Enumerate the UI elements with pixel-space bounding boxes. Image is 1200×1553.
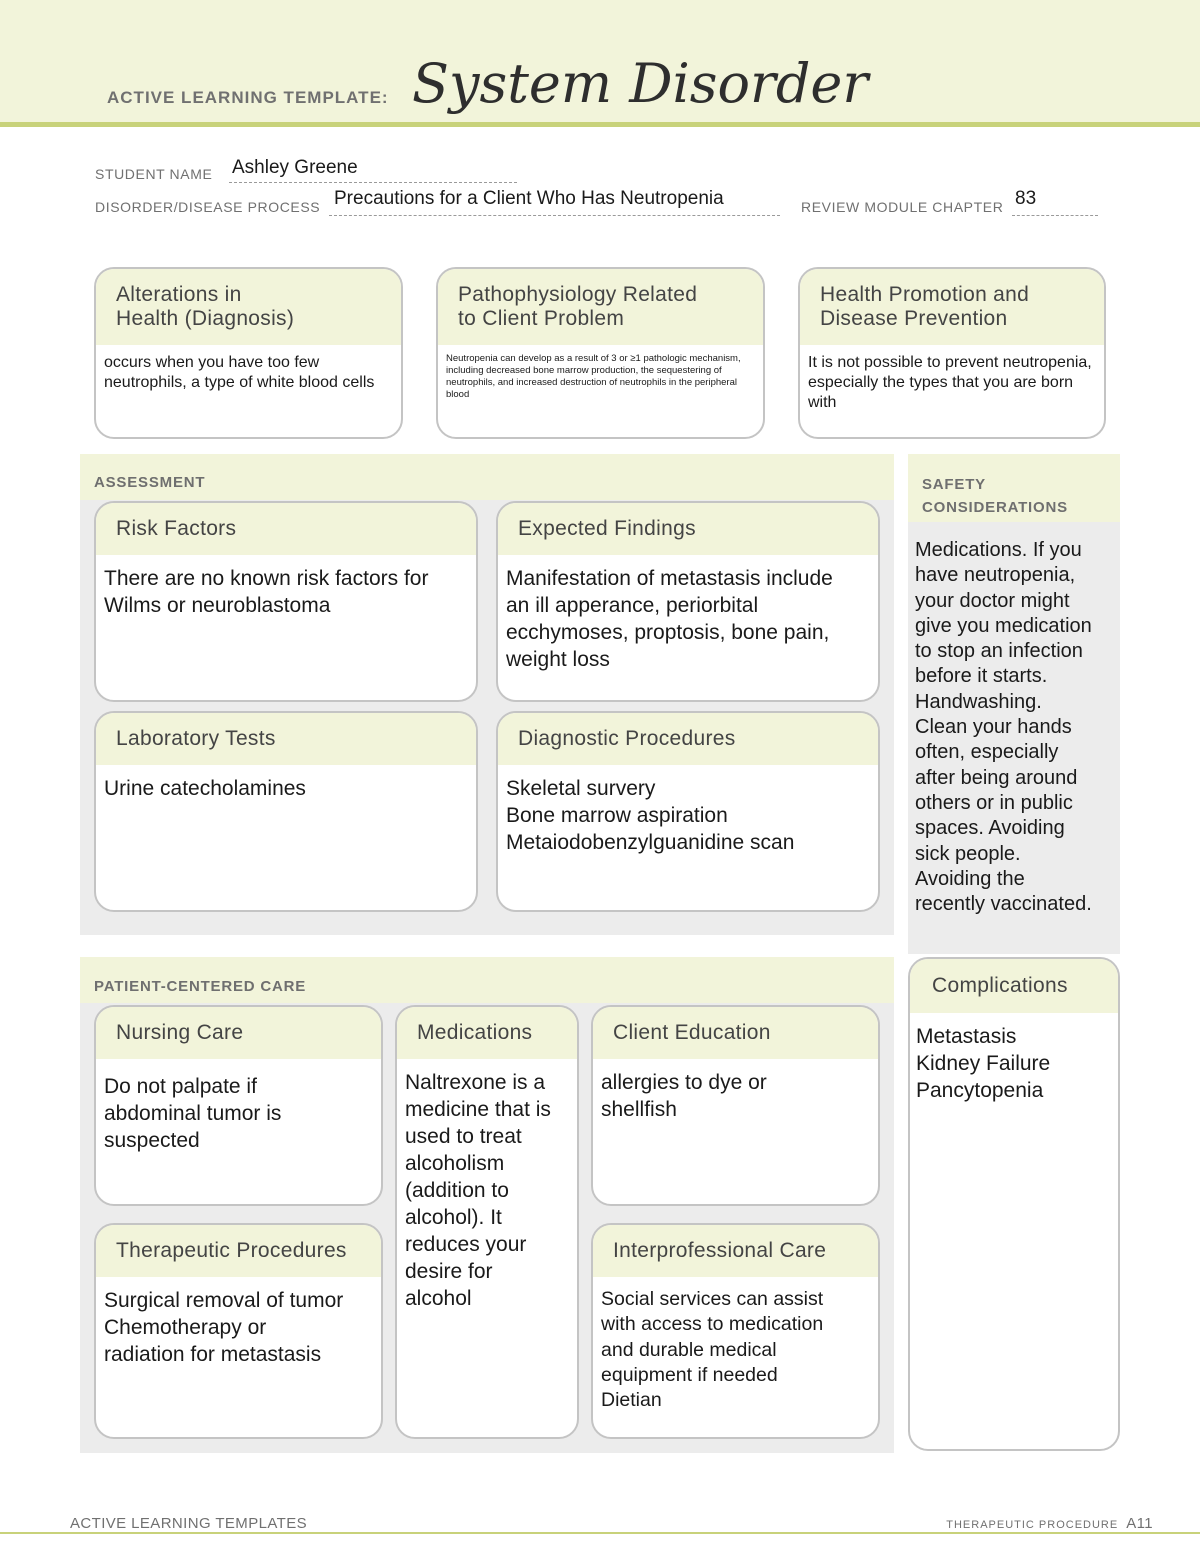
card-nursing-care: [94, 1005, 383, 1206]
page-number: A11: [1126, 1515, 1153, 1532]
card-body[interactable]: There are no known risk factors for Wilms or neuroblastoma: [104, 567, 429, 617]
assessment-title: ASSESSMENT: [94, 474, 206, 491]
card-risk-factors: [94, 501, 478, 702]
card-title: Diagnostic Procedures: [498, 713, 878, 765]
disorder-field[interactable]: Precautions for a Client Who Has Neutropenia: [334, 188, 724, 209]
card-body[interactable]: Social services can assist with access to medication and durable medical equipment if needed Dietian: [601, 1288, 824, 1412]
chapter-underline: [1012, 215, 1098, 216]
card-title: Medications: [397, 1007, 577, 1059]
card-body[interactable]: Skeletal survery Bone marrow aspiration Metaiodobenzylguanidine scan: [506, 777, 795, 854]
patient-care-title: PATIENT-CENTERED CARE: [94, 978, 307, 995]
card-body[interactable]: Urine catecholamines: [104, 777, 306, 800]
disorder-underline: [329, 215, 780, 216]
card-title: Complications: [910, 959, 1118, 1013]
card-complications: [908, 957, 1120, 1451]
card-medications: [395, 1005, 579, 1439]
student-name-underline: [229, 182, 517, 183]
card-title: Risk Factors: [96, 503, 476, 555]
footer-left: ACTIVE LEARNING TEMPLATES: [70, 1515, 307, 1532]
card-body[interactable]: It is not possible to prevent neutropenia, especially the types that you are born with: [808, 354, 1092, 411]
card-title: Health Promotion and Disease Prevention: [800, 269, 1104, 345]
card-body[interactable]: Neutropenia can develop as a result of 3 or ≥1 pathologic mechanism, including decreased bone marrow production, the sequestering of neutrophils, and increased destruction of neutrophils in the peripheral blood: [446, 353, 741, 400]
card-body[interactable]: Manifestation of metastasis include an ill apperance, periorbital ecchymoses, proptosis, bone pain, weight loss: [506, 567, 833, 671]
card-laboratory-tests: [94, 711, 478, 912]
student-name-label: STUDENT NAME: [95, 166, 213, 182]
card-interprofessional-care: [591, 1223, 880, 1439]
card-body[interactable]: Do not palpate if abdominal tumor is suspected: [104, 1075, 282, 1152]
card-title: Therapeutic Procedures: [96, 1225, 381, 1277]
card-body[interactable]: Metastasis Kidney Failure Pancytopenia: [916, 1025, 1051, 1102]
card-title: Expected Findings: [498, 503, 878, 555]
card-title: Laboratory Tests: [96, 713, 476, 765]
card-body[interactable]: Surgical removal of tumor Chemotherapy or radiation for metastasis: [104, 1289, 344, 1366]
chapter-label: REVIEW MODULE CHAPTER: [801, 199, 1004, 215]
card-therapeutic-procedures: [94, 1223, 383, 1439]
card-title: Alterations in Health (Diagnosis): [96, 269, 401, 345]
card-title: Pathophysiology Related to Client Problem: [438, 269, 763, 345]
footer-right: THERAPEUTIC PROCEDURE A11: [946, 1515, 1153, 1532]
card-diagnostic-procedures: [496, 711, 880, 912]
card-title: Client Education: [593, 1007, 878, 1059]
card-title: Nursing Care: [96, 1007, 381, 1059]
card-alterations-in-health: [94, 267, 403, 439]
card-client-education: [591, 1005, 880, 1206]
template-label: ACTIVE LEARNING TEMPLATE:: [107, 88, 389, 107]
template-title: System Disorder: [412, 52, 869, 115]
student-name-field[interactable]: Ashley Greene: [232, 157, 358, 178]
safety-body[interactable]: Medications. If you have neutropenia, your doctor might give you medication to stop an infection before it starts. Handwashing. Clean your hands often, especially after being around others or in public spaces. Avoiding sick people. Avoiding the recently vaccinated.: [915, 539, 1092, 916]
safety-title: SAFETY CONSIDERATIONS: [922, 476, 1068, 516]
card-body[interactable]: allergies to dye or shellfish: [601, 1071, 767, 1121]
card-title: Interprofessional Care: [593, 1225, 878, 1277]
card-pathophysiology: [436, 267, 765, 439]
disorder-label: DISORDER/DISEASE PROCESS: [95, 199, 321, 215]
card-health-promotion: [798, 267, 1106, 439]
header-rule: [0, 122, 1200, 127]
footer-rule: [0, 1532, 1200, 1534]
card-body[interactable]: occurs when you have too few neutrophils, a type of white blood cells: [104, 354, 375, 391]
chapter-field[interactable]: 83: [1015, 188, 1037, 209]
card-body[interactable]: Naltrexone is a medicine that is used to treat alcoholism (addition to alcohol). It reduces your desire for alcohol: [405, 1071, 551, 1310]
card-expected-findings: [496, 501, 880, 702]
